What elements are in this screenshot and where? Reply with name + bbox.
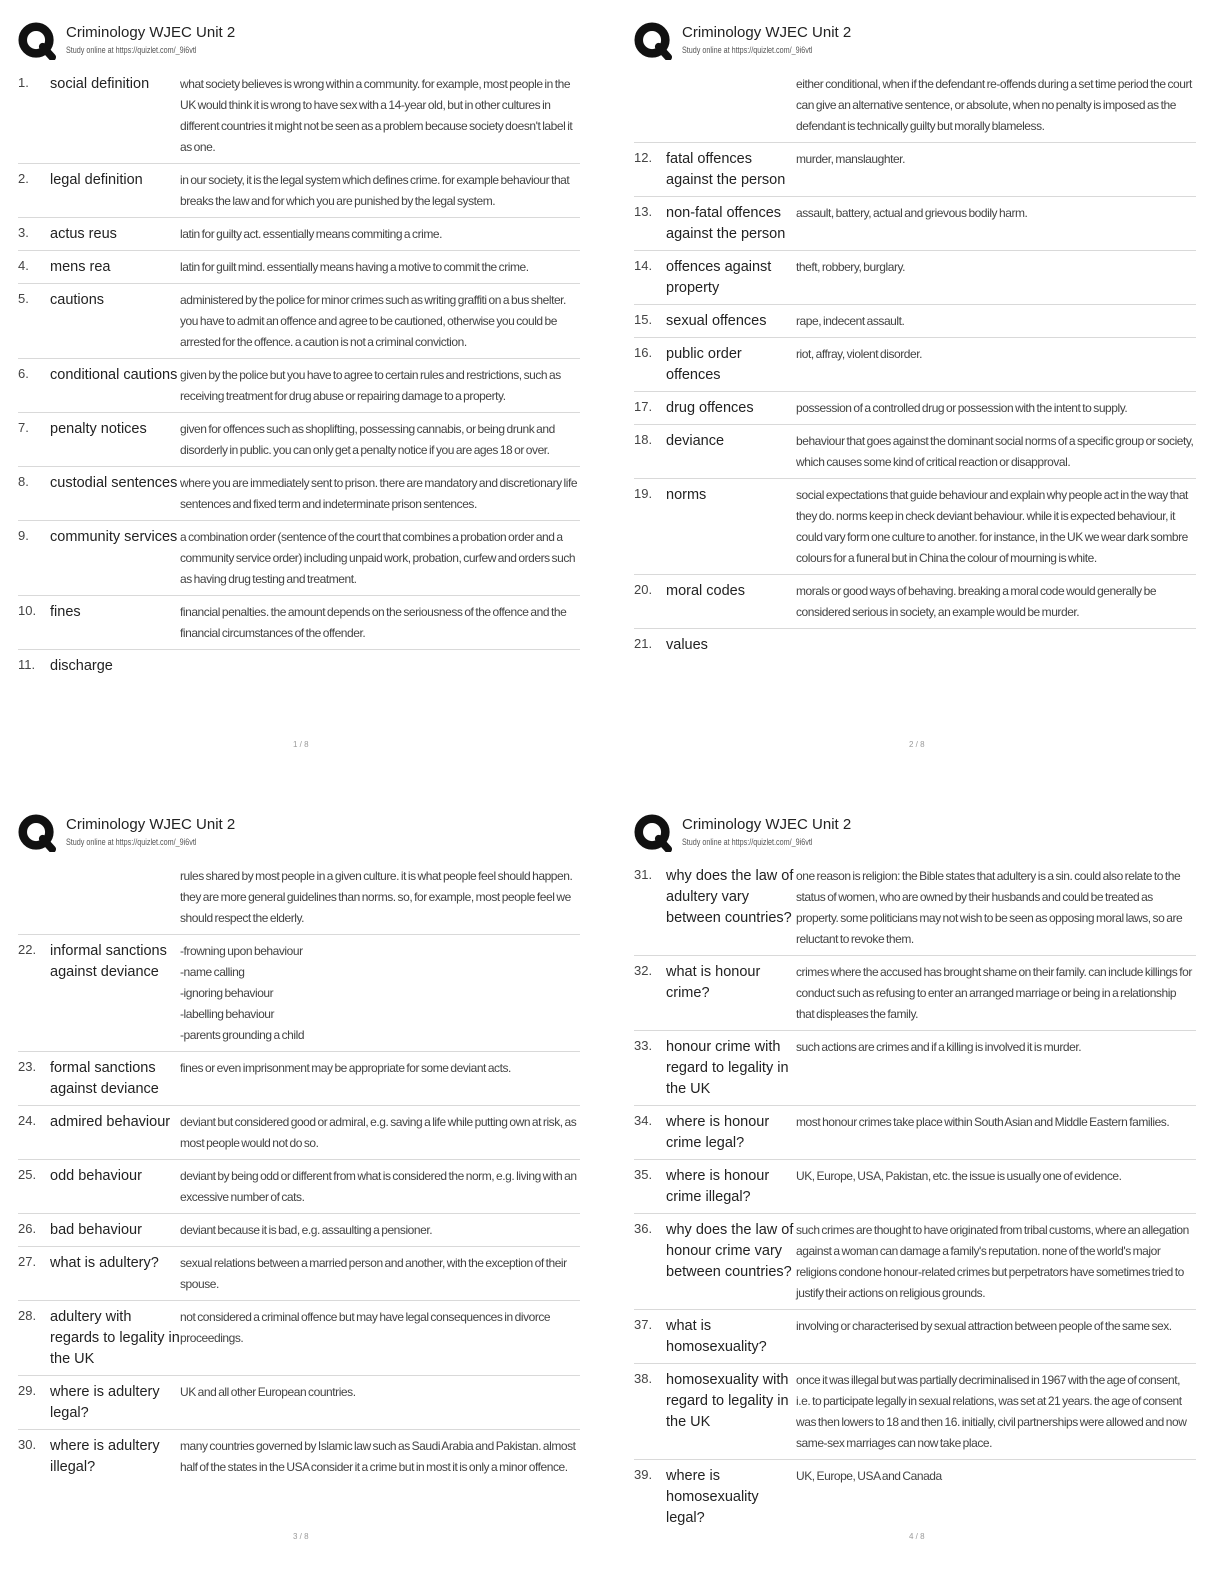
term-row (18, 1247, 580, 1301)
page-number: 1 / 8 (293, 740, 309, 749)
term-number: 5. (18, 291, 29, 306)
term-row (18, 1160, 580, 1214)
term-number: 31. (634, 867, 653, 882)
term-text: values (666, 637, 708, 653)
set-url: Study online at https://quizlet.com/_9i6vtl (66, 45, 197, 55)
quizlet-logo-icon (634, 22, 672, 60)
term-row (18, 1214, 580, 1247)
term-row (634, 1160, 1196, 1214)
continued-definition: rules shared by most people in a given culture. it is what people feel should happen. they are more general guidelines than norms. so, for example, most people feel we should respect the elderly. (180, 869, 573, 925)
term-row (18, 251, 580, 284)
term-row (634, 575, 1196, 629)
definition-text (180, 656, 580, 677)
definition-text: administered by the police for minor crimes such as writing graffiti on a bus shelter. you have to admit an offence and agree to be cautioned, otherwise you could be arrested for the offence. a caution is not a criminal conviction. (180, 293, 566, 349)
term-number: 22. (18, 942, 37, 957)
term-row (634, 425, 1196, 479)
term-text: fines (50, 604, 81, 620)
definition-text: deviant but considered good or admiral, e.g. saving a life while putting own at risk, as most people would not do so. (180, 1115, 577, 1150)
definition-text: one reason is religion: the Bible states that adultery is a sin. could also relate to the status of women, who are owned by their husbands and could be treated as property. some politicians may not wish to be seen as opposing moral laws, so are reluctant to revoke them. (796, 869, 1183, 946)
term-text: where is honour crime legal? (666, 1114, 770, 1151)
term-row (18, 68, 580, 164)
term-text: odd behaviour (50, 1168, 142, 1184)
term-text: cautions (50, 292, 105, 308)
term-row (18, 935, 580, 1052)
definition-text: what society believes is wrong within a community. for example, most people in the UK would think it is wrong to have sex with a 14-year old, but in other cultures in different countries it might not be seen as a problem because society doesn't label it as one. (180, 77, 573, 154)
term-text: actus reus (50, 226, 117, 242)
term-text: drug offences (666, 400, 754, 416)
term-row (18, 650, 580, 682)
term-text: homosexuality with regard to legality in the UK (666, 1372, 789, 1430)
term-number: 18. (634, 432, 653, 447)
term-number: 3. (18, 225, 29, 240)
page-header (18, 20, 580, 68)
term-row (18, 1376, 580, 1430)
term-number: 19. (634, 486, 653, 501)
term-number: 36. (634, 1221, 653, 1236)
page-number: 4 / 8 (909, 1532, 925, 1541)
term-list (634, 143, 1196, 661)
definition-text: such actions are crimes and if a killing is involved it is murder. (796, 1040, 1082, 1054)
definition-text: a combination order (sentence of the court that combines a probation order and a community service order) including unpaid work, probation, curfew and orders such as having drug testing and treatment. (180, 530, 576, 586)
term-row (634, 1460, 1196, 1534)
definition-text: behaviour that goes against the dominant social norms of a specific group or society, which causes some kind of critical reaction or disapproval. (796, 434, 1194, 469)
term-text: informal sanctions against deviance (50, 943, 167, 980)
term-text: what is honour crime? (666, 964, 761, 1001)
term-text: fatal offences against the person (666, 151, 786, 188)
term-row (634, 143, 1196, 197)
page-number: 3 / 8 (293, 1532, 309, 1541)
term-number: 23. (18, 1059, 37, 1074)
term-number: 33. (634, 1038, 653, 1053)
term-number: 4. (18, 258, 29, 273)
term-row (18, 1301, 580, 1376)
term-text: legal definition (50, 172, 143, 188)
term-number: 12. (634, 150, 653, 165)
term-number: 13. (634, 204, 653, 219)
definition-text: murder, manslaughter. (796, 152, 905, 166)
page-header (634, 812, 1196, 860)
set-url: Study online at https://quizlet.com/_9i6vtl (66, 837, 197, 847)
set-title: Criminology WJEC Unit 2 (682, 24, 852, 41)
term-text: adultery with regards to legality in the UK (50, 1309, 180, 1367)
term-text: deviance (666, 433, 725, 449)
continued-definition: either conditional, when if the defendant re-offends during a set time period the court can give an alternative sentence, or absolute, when no penalty is imposed as the defendant is technically guilty but morally blameless. (796, 77, 1192, 133)
definition-text: riot, affray, violent disorder. (796, 347, 923, 361)
term-number: 39. (634, 1467, 653, 1482)
definition-text: theft, robbery, burglary. (796, 260, 906, 274)
term-row (634, 479, 1196, 575)
term-row (634, 338, 1196, 392)
set-title: Criminology WJEC Unit 2 (66, 24, 236, 41)
term-number: 6. (18, 366, 29, 381)
page-2 (634, 20, 1196, 749)
term-row (634, 1364, 1196, 1460)
definition-text: rape, indecent assault. (796, 314, 905, 328)
term-number: 14. (634, 258, 653, 273)
term-row (18, 521, 580, 596)
definition-text: social expectations that guide behaviour and explain why people act in the way that they do. norms keep in check deviant behaviour. while it is expected behaviour, it could vary form one culture to another. for instance, in the UK we wear dark sombre colours for a funeral but in China the colour of mourning is white. (796, 488, 1188, 565)
definition-text: such crimes are thought to have originated from tribal customs, where an allegation against a woman can damage a family's reputation. none of the world's major religions condone honour-related crimes but perpetrators have sometimes tried to justify their actions on religious grounds. (796, 1223, 1189, 1300)
term-number: 29. (18, 1383, 37, 1398)
term-text: sexual offences (666, 313, 767, 329)
term-number: 28. (18, 1308, 37, 1323)
term-number: 1. (18, 75, 29, 90)
term-row (634, 1310, 1196, 1364)
term-row (18, 1430, 580, 1483)
term-number: 21. (634, 636, 653, 651)
term-row (634, 1106, 1196, 1160)
continued-definition-row (18, 860, 580, 935)
definition-text: not considered a criminal offence but may have legal consequences in divorce proceedings. (180, 1310, 551, 1345)
term-row (18, 284, 580, 359)
term-text: where is adultery legal? (50, 1384, 160, 1421)
term-text: discharge (50, 658, 113, 674)
term-text: norms (666, 487, 707, 503)
term-text: moral codes (666, 583, 745, 599)
term-number: 16. (634, 345, 653, 360)
definition-text: fines or even imprisonment may be appropriate for some deviant acts. (180, 1061, 511, 1075)
definition-text: assault, battery, actual and grievous bodily harm. (796, 206, 1028, 220)
term-text: honour crime with regard to legality in the UK (666, 1039, 789, 1097)
term-row (634, 1031, 1196, 1106)
term-list (634, 860, 1196, 1534)
definition-text: sexual relations between a married person and another, with the exception of their spouse. (180, 1256, 567, 1291)
definition-text: given for offences such as shoplifting, possessing cannabis, or being drunk and disorderly in public. you can only get a penalty notice if you are ages 18 or over. (180, 422, 555, 457)
term-number: 24. (18, 1113, 37, 1128)
term-text: admired behaviour (50, 1114, 171, 1130)
term-number: 2. (18, 171, 29, 186)
term-text: why does the law of adultery vary between countries? (666, 868, 794, 926)
term-number: 30. (18, 1437, 37, 1452)
definition-text: deviant because it is bad, e.g. assaulting a pensioner. (180, 1223, 433, 1237)
term-text: formal sanctions against deviance (50, 1060, 159, 1097)
term-row (18, 359, 580, 413)
term-text: what is homosexuality? (666, 1318, 767, 1355)
definition-text: latin for guilt mind. essentially means having a motive to commit the crime. (180, 260, 529, 274)
term-row (18, 467, 580, 521)
page-3 (18, 812, 580, 1541)
term-text: mens rea (50, 259, 111, 275)
continued-definition-row (634, 68, 1196, 143)
term-row (634, 1214, 1196, 1310)
term-number: 7. (18, 420, 29, 435)
quizlet-logo-icon (18, 22, 56, 60)
term-number: 8. (18, 474, 29, 489)
term-row (18, 218, 580, 251)
term-text: bad behaviour (50, 1222, 142, 1238)
term-number: 15. (634, 312, 653, 327)
definition-text: most honour crimes take place within South Asian and Middle Eastern families. (796, 1115, 1170, 1129)
term-row (634, 305, 1196, 338)
set-url: Study online at https://quizlet.com/_9i6vtl (682, 45, 813, 55)
definition-text (796, 635, 1196, 656)
term-number: 27. (18, 1254, 37, 1269)
definition-text: latin for guilty act. essentially means commiting a crime. (180, 227, 443, 241)
term-row (634, 197, 1196, 251)
definition-text: many countries governed by Islamic law such as Saudi Arabia and Pakistan. almost half of the states in the USA consider it a crime but in most it is only a minor offence. (180, 1439, 576, 1474)
term-row (18, 1106, 580, 1160)
page-header (18, 812, 580, 860)
definition-text: possession of a controlled drug or possession with the intent to supply. (796, 401, 1128, 415)
term-text: where is homosexuality legal? (666, 1468, 759, 1526)
term-text: public order offences (666, 346, 742, 383)
definition-text: UK, Europe, USA, Pakistan, etc. the issue is usually one of evidence. (796, 1169, 1122, 1183)
term-row (634, 251, 1196, 305)
page-1 (18, 20, 580, 749)
definition-text: in our society, it is the legal system which defines crime. for example behaviour that breaks the law and for which you are punished by the legal system. (180, 173, 570, 208)
term-number: 35. (634, 1167, 653, 1182)
term-row (634, 860, 1196, 956)
definition-text: once it was illegal but was partially decriminalised in 1967 with the age of consent, i.e. to participate legally in sexual relations, was set at 21 years. the age of consent was then lowers to 18 and then 16. initially, civil partnerships were allowed and now same-sex marriages can now take place. (796, 1373, 1187, 1450)
definition-text: UK and all other European countries. (180, 1385, 356, 1399)
definition-text: where you are immediately sent to prison. there are mandatory and discretionary life sentences and fixed term and indeterminate prison sentences. (180, 476, 578, 511)
definition-text: crimes where the accused has brought shame on their family. can include killings for conduct such as refusing to enter an arranged marriage or being in a relationship that displeases the family. (796, 965, 1192, 1021)
set-url: Study online at https://quizlet.com/_9i6vtl (682, 837, 813, 847)
definition-text: deviant by being odd or different from what is considered the norm, e.g. living with an excessive number of cats. (180, 1169, 577, 1204)
set-title: Criminology WJEC Unit 2 (682, 816, 852, 833)
term-number: 34. (634, 1113, 653, 1128)
term-row (634, 392, 1196, 425)
term-number: 25. (18, 1167, 37, 1182)
term-number: 38. (634, 1371, 653, 1386)
definition-text: morals or good ways of behaving. breaking a moral code would generally be considered serious in society, an example would be murder. (796, 584, 1157, 619)
definition-text: involving or characterised by sexual attraction between people of the same sex. (796, 1319, 1172, 1333)
term-text: where is adultery illegal? (50, 1438, 160, 1475)
term-text: conditional cautions (50, 367, 178, 383)
term-text: what is adultery? (50, 1255, 159, 1271)
term-list (18, 935, 580, 1483)
term-text: offences against property (666, 259, 772, 296)
term-list (18, 68, 580, 682)
term-row (18, 596, 580, 650)
term-text: social definition (50, 76, 150, 92)
term-text: penalty notices (50, 421, 147, 437)
page-4 (634, 812, 1196, 1541)
definition-text: given by the police but you have to agree to certain rules and restrictions, such as receiving treatment for drug abuse or repairing damage to a property. (180, 368, 561, 403)
definition-text: UK, Europe, USA and Canada (796, 1469, 942, 1483)
set-title: Criminology WJEC Unit 2 (66, 816, 236, 833)
term-number: 20. (634, 582, 653, 597)
term-text: community services (50, 529, 178, 545)
term-row (18, 413, 580, 467)
page-header (634, 20, 1196, 68)
term-text: custodial sentences (50, 475, 178, 491)
term-row (18, 164, 580, 218)
term-number: 32. (634, 963, 653, 978)
quizlet-logo-icon (634, 814, 672, 852)
term-text: why does the law of honour crime vary between countries? (666, 1222, 794, 1280)
term-number: 17. (634, 399, 653, 414)
definition-text: financial penalties. the amount depends on the seriousness of the offence and the financial circumstances of the offender. (180, 605, 567, 640)
term-number: 11. (18, 657, 36, 672)
definition-text: -frowning upon behaviour -name calling -ignoring behaviour -labelling behaviour -parents grounding a child (180, 944, 305, 1042)
term-row (634, 956, 1196, 1031)
term-row (634, 629, 1196, 661)
term-number: 9. (18, 528, 29, 543)
term-row (18, 1052, 580, 1106)
quizlet-logo-icon (18, 814, 56, 852)
term-number: 26. (18, 1221, 37, 1236)
term-number: 37. (634, 1317, 653, 1332)
term-text: where is honour crime illegal? (666, 1168, 770, 1205)
page-number: 2 / 8 (909, 740, 925, 749)
term-number: 10. (18, 603, 37, 618)
term-text: non-fatal offences against the person (666, 205, 786, 242)
